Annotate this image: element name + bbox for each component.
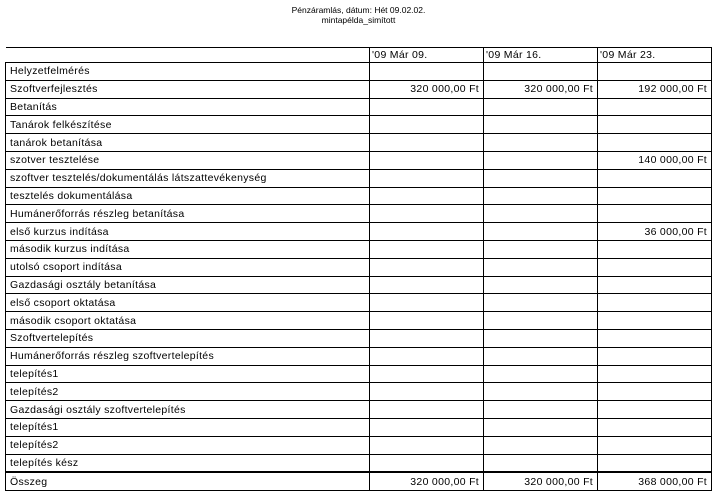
row-value-period-1 xyxy=(370,401,484,419)
row-value-period-1 xyxy=(370,98,484,116)
row-label: tesztelés dokumentálása xyxy=(6,187,370,205)
row-label: Gazdasági osztály szoftvertelepítés xyxy=(6,401,370,419)
row-value-period-3 xyxy=(598,312,712,330)
row-value-period-3: 140 000,00 Ft xyxy=(598,151,712,169)
table-row xyxy=(6,205,712,223)
row-value-period-3 xyxy=(598,383,712,401)
cash-flow-table xyxy=(5,47,712,491)
row-value-period-3 xyxy=(598,365,712,383)
header-blank-cell xyxy=(6,48,370,63)
table-row xyxy=(6,116,712,134)
row-value-period-1 xyxy=(370,294,484,312)
row-value-period-2 xyxy=(484,258,598,276)
row-label: második kurzus indítása xyxy=(6,240,370,258)
table-row xyxy=(6,294,712,312)
row-value-period-1 xyxy=(370,187,484,205)
row-value-period-2 xyxy=(484,63,598,81)
total-label: Összeg xyxy=(6,472,370,490)
row-value-period-2 xyxy=(484,187,598,205)
row-value-period-1 xyxy=(370,169,484,187)
row-value-period-2 xyxy=(484,347,598,365)
row-value-period-2: 320 000,00 Ft xyxy=(484,80,598,98)
table-row xyxy=(6,347,712,365)
table-row xyxy=(6,365,712,383)
table-row xyxy=(6,436,712,454)
row-label: tanárok betanítása xyxy=(6,134,370,152)
table-row xyxy=(6,169,712,187)
row-value-period-1 xyxy=(370,134,484,152)
row-value-period-3 xyxy=(598,454,712,472)
row-label: Humánerőforrás részleg betanítása xyxy=(6,205,370,223)
row-value-period-1 xyxy=(370,418,484,436)
row-value-period-3 xyxy=(598,347,712,365)
table-row xyxy=(6,276,712,294)
row-value-period-3 xyxy=(598,169,712,187)
row-label: telepítés1 xyxy=(6,365,370,383)
row-value-period-1 xyxy=(370,365,484,383)
row-value-period-3 xyxy=(598,98,712,116)
row-value-period-1 xyxy=(370,312,484,330)
row-label: első kurzus indítása xyxy=(6,223,370,241)
row-value-period-2 xyxy=(484,151,598,169)
row-value-period-2 xyxy=(484,436,598,454)
table-header-row xyxy=(6,48,712,63)
row-label: második csoport oktatása xyxy=(6,312,370,330)
table-row xyxy=(6,401,712,419)
row-value-period-3: 36 000,00 Ft xyxy=(598,223,712,241)
row-value-period-2 xyxy=(484,240,598,258)
row-value-period-2 xyxy=(484,454,598,472)
row-label: Szoftvertelepítés xyxy=(6,329,370,347)
column-header-period-3: '09 Már 23. xyxy=(598,48,712,63)
row-value-period-2 xyxy=(484,223,598,241)
row-value-period-3 xyxy=(598,240,712,258)
row-value-period-1 xyxy=(370,347,484,365)
row-value-period-1 xyxy=(370,454,484,472)
row-value-period-3 xyxy=(598,418,712,436)
row-value-period-1 xyxy=(370,63,484,81)
row-value-period-3 xyxy=(598,134,712,152)
row-value-period-2 xyxy=(484,383,598,401)
row-label: utolsó csoport indítása xyxy=(6,258,370,276)
row-value-period-3: 192 000,00 Ft xyxy=(598,80,712,98)
row-value-period-3 xyxy=(598,294,712,312)
row-value-period-1 xyxy=(370,329,484,347)
row-label: szoftver tesztelés/dokumentálás látszattevékenység xyxy=(6,169,370,187)
table-row xyxy=(6,223,712,241)
total-value-period-2: 320 000,00 Ft xyxy=(484,472,598,490)
row-value-period-1 xyxy=(370,116,484,134)
row-value-period-3 xyxy=(598,276,712,294)
row-value-period-3 xyxy=(598,187,712,205)
report-title: Pénzáramlás, dátum: Hét 09.02.02. xyxy=(291,5,426,15)
row-label: Szoftverfejlesztés xyxy=(6,80,370,98)
row-value-period-1: 320 000,00 Ft xyxy=(370,80,484,98)
row-label: telepítés2 xyxy=(6,383,370,401)
table-row xyxy=(6,383,712,401)
total-row xyxy=(6,472,712,490)
row-value-period-1 xyxy=(370,258,484,276)
row-label: Humánerőforrás részleg szoftvertelepítés xyxy=(6,347,370,365)
report-header xyxy=(0,5,717,25)
row-label: telepítés kész xyxy=(6,454,370,472)
table-row xyxy=(6,329,712,347)
row-label: első csoport oktatása xyxy=(6,294,370,312)
total-value-period-3: 368 000,00 Ft xyxy=(598,472,712,490)
row-value-period-1 xyxy=(370,240,484,258)
row-value-period-2 xyxy=(484,169,598,187)
table-row xyxy=(6,187,712,205)
row-value-period-1 xyxy=(370,383,484,401)
row-label: telepítés2 xyxy=(6,436,370,454)
row-value-period-2 xyxy=(484,312,598,330)
row-value-period-2 xyxy=(484,134,598,152)
row-label: Tanárok felkészítése xyxy=(6,116,370,134)
row-value-period-3 xyxy=(598,116,712,134)
row-value-period-2 xyxy=(484,418,598,436)
row-value-period-2 xyxy=(484,329,598,347)
row-value-period-3 xyxy=(598,329,712,347)
table-row xyxy=(6,240,712,258)
row-value-period-1 xyxy=(370,276,484,294)
row-value-period-1 xyxy=(370,205,484,223)
row-value-period-1 xyxy=(370,151,484,169)
row-value-period-1 xyxy=(370,223,484,241)
row-value-period-3 xyxy=(598,205,712,223)
report-subtitle: mintapélda_simított xyxy=(321,15,396,25)
row-value-period-2 xyxy=(484,116,598,134)
row-value-period-3 xyxy=(598,436,712,454)
cash-flow-table-body xyxy=(6,48,712,491)
row-value-period-1 xyxy=(370,436,484,454)
column-header-period-1: '09 Már 09. xyxy=(370,48,484,63)
row-value-period-2 xyxy=(484,205,598,223)
table-row xyxy=(6,258,712,276)
row-label: Betanítás xyxy=(6,98,370,116)
table-row xyxy=(6,80,712,98)
row-label: Helyzetfelmérés xyxy=(6,63,370,81)
row-label: Gazdasági osztály betanítása xyxy=(6,276,370,294)
table-row xyxy=(6,418,712,436)
table-row xyxy=(6,454,712,472)
row-value-period-3 xyxy=(598,401,712,419)
row-value-period-2 xyxy=(484,401,598,419)
table-row xyxy=(6,134,712,152)
row-value-period-2 xyxy=(484,365,598,383)
table-row xyxy=(6,63,712,81)
table-row xyxy=(6,312,712,330)
row-label: szotver tesztelése xyxy=(6,151,370,169)
table-row xyxy=(6,151,712,169)
row-value-period-3 xyxy=(598,258,712,276)
total-value-period-1: 320 000,00 Ft xyxy=(370,472,484,490)
column-header-period-2: '09 Már 16. xyxy=(484,48,598,63)
row-value-period-3 xyxy=(598,63,712,81)
row-value-period-2 xyxy=(484,98,598,116)
row-value-period-2 xyxy=(484,276,598,294)
row-label: telepítés1 xyxy=(6,418,370,436)
row-value-period-2 xyxy=(484,294,598,312)
table-row xyxy=(6,98,712,116)
